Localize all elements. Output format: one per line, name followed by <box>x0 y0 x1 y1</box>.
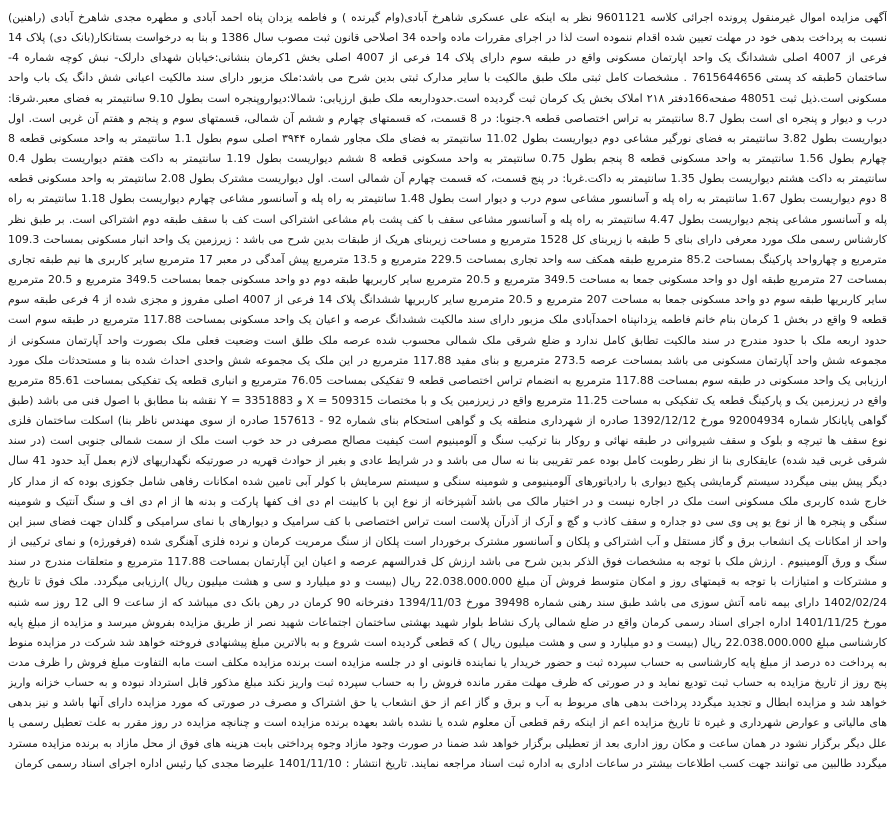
auction-notice-text: آگهی مزایده اموال غیرمنقول پرونده اجرائی کلاسه 9601121 نظر به اینکه علی عسکری شاهرخ آبادی(وام گیرنده ) و فاطمه یزدان پناه احمد آبادی و مطهره مجدی شاهرخ آبادی (راهنین) نسبت به پرداخت بدهی خود در مهلت تعیین شده اقدام ننموده است لذا در اجرای مقررات ماده واحده 34 اصلاحی قانون ثبت مصوب سال 1386 و بنا به درخواست بستانکار(بانک دی) پلاک 14 فرعی از 4007 اصلی ششدانگ یک واحد اپارتمان مسکونی واقع در طبقه سوم دارای پلاک 14 فرعی از 4007 اصلی بخش 1کرمان بنشانی:خیابان شهدای دارلک- نبش کوچه شماره 4- ساختمان 5طبقه کد پستی 7615644656 . مشخصات کامل ثبتی ملک طبق مالکیت با سایر مدارک ثبتی بدین شرح می باشد:ملک مزبور دارای سند مالکیت اعیانی شش دانگ یک باب واحد مسکونی است.ذیل ثبت 48051 صفحه166دفتر ۲۱۸ املاک بخش یک کرمان ثبت گردیده است.حدوداربعه ملک طبق ارزیابی: شمالا:دیواروپنجره است بطول 9.10 سانتیمتر به فضای معبر.شرقا: درب و دیوار و پنجره ای است بطول 8.7 سانتیمتر به تراس اختصاصی قطعه ۹.جنوبا: در 8 قسمت، که قسمتهای چهارم و ششم آن شمالی، قسمتهای سوم و پنجم و هفتم آن غربی است. اول دیواریست بطول 3.82 سانتیمتر به فضای نورگیر مشاعی دوم دیواریست بطول 11.02 سانتیمتر به فضای ملک مجاور شماره ۳۹۴۴ اصلی سوم بطول 1.1 سانتیمتر به واحد مسکونی قطعه 8 چهارم بطول 1.56 سانتیمتر به واحد مسکونی قطعه 8 پنجم بطول 0.75 سانتیمتر به واحد مسکونی قطعه 8 ششم دیواریست بطول 1.19 سانتیمتر به داکت هفتم دیواریست بطول 0.4 سانتیمتر به داکت هشتم دیواریست بطول 1.35 سانتیمتر به داکت.غربا: در پنج قسمت، که قسمت چهارم آن شمالی است. اول دیواریست مشترک بطول 2.08 سانتیمتر به واحد مسکونی قطعه 8 دوم دیواریست بطول 1.67 سانتیمتر به راه پله و آسانسور مشاعی سوم درب و دیوار است بطول 1.48 سانتیمتر به راه پله و آسانسور مشاعی چهارم دیواریست بطول 1.18 سانتیمتر به راه پله و آسانسور مشاعی پنجم دیواریست بطول 4.47 سانتیمتر به راه پله و آسانسور مشاعی سقف با کف پشت بام مشاعی اشتراکی است کف با سقف طبقه دوم اشتراکی است. بر طبق نظر کارشناس رسمی ملک مورد معرفی دارای بنای 5 طبقه با زیربنای کل 1528 مترمربع و مساحت زیربنای هریک از طبقات بدین شرح می باشد : زیرزمین یک واحد انبار مسکونی بمساحت 109.3 مترمربع و چهارواحد پارکینگ بمساحت 85.2 مترمربع طبقه همکف سه واحد تجاری بمساحت 229.5 مترمربع و 13.5 مترمربع پیش آمدگی در معبر 17 مترمربع سایر کاربری ها نیم طبقه تجاری بمساحت 27 مترمربع طبقه اول دو واحد مسکونی جمعا به مساحت 349.5 مترمربع و 20.5 مترمربع سایر کاربریها طبقه دوم دو واحد مسکونی جمعا بمساحت 349.5 مترمربع و 20.5 مترمربع سایر کاربریها طبقه سوم دو واحد مسکونی جمعا به مساحت 207 مترمربع و 20.5 مترمربع سایر کاربریها ششدانگ پلاک 14 فرعی از 4007 اصلی مفروز و مجزی شده از 4 فرعی طبقه سوم قطعه 9 واقع در بخش 1 کرمان بنام خانم فاطمه یزدانپناه احمدآبادی ملک مزبور دارای سند مالکیت ششدانگ عرصه و اعیان یک واحد مسکونی بمساحت 117.88 مترمربع در طبقه سوم است حدود اربعه ملک با حدود مندرج در سند مالکیت تطابق کامل ندارد و ضلع شرقی ملک شمالی محسوب شده عرصه ملک طلق است وضعیت فعلی ملک بصورت واحد آپارتمان مسکونی از مجموعه شش واحد آپارتمان مسکونی می باشد بمساحت عرصه 273.5 مترمربع و بنای مفید 117.88 مترمربع در این ملک یک مجموعه شش واحدی احداث شده بنا و مستحدثات ملک مورد ارزیابی یک واحد مسکونی در طبقه سوم بمساحت 117.88 مترمربع به انضمام تراس اختصاصی قطعه 9 تفکیکی بمساحت 76.05 مترمربع و انباری قطعه یک تفکیکی بمساحت 85.61 مترمربع واقع در زیرزمین یک و پارکینگ قطعه یک تفکیکی به مساحت 11.25 مترمربع واقع در زیرزمین یک و با مختصات X = 509315 و Y = 3351883 نقشه بنا مطابق با اصول فنی می باشد (طبق گواهی پایانکار شماره 92004934 مورخ 1392/12/12 صادره از شهرداری منطقه یک و گواهی استحکام بنای شماره 92 - 157613 صادره از سوی مهندس ناظر بنا) اسکلت ساختمان فلزی نوع سقف ها تیرچه و بلوک و سقف شیروانی در طبقه نهائی و روکار بنا ترکیب سنگ و آلومینیوم است کیفیت مصالح مصرفی در حد خوب است ملک از سمت شمالی جنوبی است (در سند شرقی غربی قید شده) عایقکاری بنا از نظر رطوبت کامل بوده عمر تقریبی بنا نه سال می باشد و در شرایط عادی و بغیر از حوادث قهریه در صورتیکه نگهداریهای لازم بعمل آید حدود 41 سال دیگر پیش بینی میگردد سیستم گرمایشی پکیج دیواری با رادیاتورهای آلومینیومی و شومینه سنگی و سیستم سرمایش با کولر آبی تامین شده امکانات رفاهی شامل جکوزی بوده که از مدار کار خارج شده کاربری ملک مسکونی است ملک در اجاره نیست و در اختیار مالک می باشد آشپزخانه از نوع اپن با کابینت ام دی اف کفها پارکت و بدنه ها از ام دی اف و سنگ آنتیک و شومینه سنگی و پنجره ها از نوع یو پی وی سی دو جداره و سقف کاذب و گچ و آرک از آذرآن پلاست است تراس اختصاصی با کف سرامیک و دیوارهای با نمای سرامیکی و گلدان جهت فضای سبز این واحد از امکانات یک انشعاب برق و گاز مستقل و آب اشتراکی و پلکان و آسانسور مشترک برخوردار است پلکان از سنگ مرمریت کرمان و نرده فلزی آهنگری شده (فرفورژه) و نمای ترکیبی از سنگ و ورق آلومینیوم . ارزش ملک با توجه به مشخصات فوق الذکر بدین شرح می باشد ارزش کل قدرالسهم عرصه و اعیان این آپارتمان بمساحت 117.88 مترمربع و متعلقات مندرج در سند و مشترکات و امتیازات با توجه به قیمتهای روز و امکان متوسط فروش آن مبلغ 22.038.000.000 ریال (بیست و دو میلیارد و سی و هشت میلیون ریال )ارزیابی میگردد. ملک فوق تا تاریخ 1402/02/24 دارای بیمه نامه آتش سوزی می باشد طبق سند رهنی شماره 39498 مورخ 1394/11/03 دفترخانه 90 کرمان در رهن بانک دی میباشد که از ساعت 9 الی 12 روز سه شنبه مورخ 1401/11/25 اداره اجرای اسناد رسمی کرمان واقع در ضلع شمالی پارک نشاط بلوار شهید بهشتی ساختمان اجتماعات شهید نصر از طریق مزایده بفروش میرسد و مزایده از مبلغ پایه کارشناسی مبلغ 22.038.000.000 ریال (بیست و دو میلیارد و سی و هشت میلیون ریال ) که قطعی گردیده است شروع و به بالاترین مبلغ پیشنهادی فروخته خواهد شد شرکت در مزایده منوط به پرداخت ده درصد از مبلغ پایه کارشناسی به حساب سپرده ثبت و حضور خریدار یا نماینده قانونی او در جلسه مزایده است برنده مزایده مکلف است مابه التفاوت مبلغ فروش را ظرف مدت پنج روز از تاریخ مزایده به حساب ثبت تودیع نماید و در صورتی که ظرف مهلت مقرر مانده فروش را به حساب سپرده ثبت واریز نکند مبلغ مذکور قابل استرداد نبوده و به حساب خزانه واریز خواهد شد و مزایده ابطال و تجدید میگردد پرداخت بدهی های مربوط به آب و برق و گاز اعم از حق انشعاب یا حق اشتراک و مصرف در صورتی که مورد مزایده دارای آنها باشد و نیز بدهی های مالیاتی و عوارض شهرداری و غیره تا تاریخ مزایده اعم از اینکه رقم قطعی آن معلوم شده یا نشده باشد بعهده برنده مزایده است و چنانچه مزایده در روز مقرر به علت تعطیل رسمی یا علل دیگر برگزار نشود در همان ساعت و مکان روز اداری بعد از تعطیلی برگزار خواهد شد ضمنا در صورت وجود مازاد وجوه پرداختی بابت هزینه های فوق از محل مازاد به برنده مزایده مسترد میگردد طالبین می توانند جهت کسب اطلاعات بیشتر در ساعات اداری به اداره ثبت اسناد مراجعه نمایند. تاریخ انتشار : 1401/11/10 علیرضا مجدی کیا رئیس اداره اجرای اسناد رسمی کرمان <box>8 11 887 770</box>
auction-notice-page <box>8 8 887 803</box>
